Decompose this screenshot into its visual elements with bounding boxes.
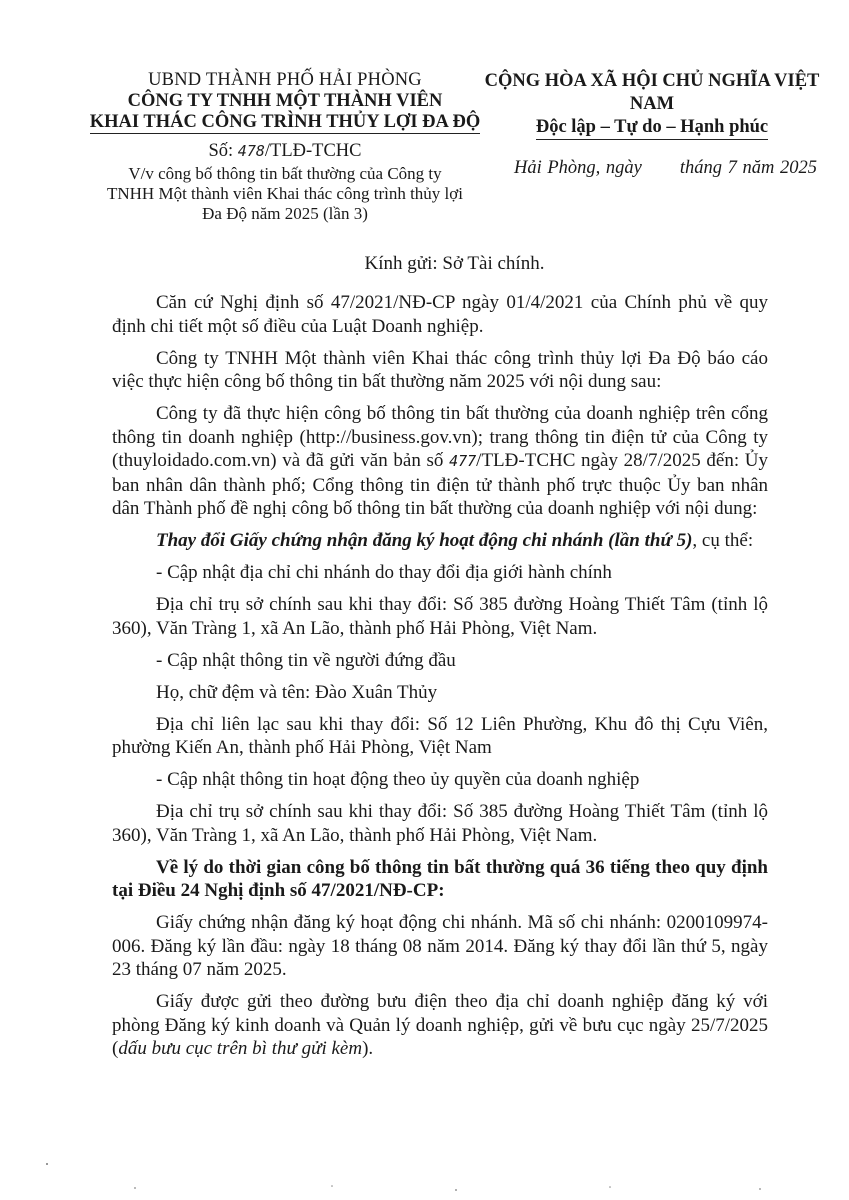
document-subject xyxy=(60,164,510,224)
subject-line-3: Đa Độ năm 2025 (lần 3) xyxy=(202,204,368,223)
issuer-company-name: KHAI THÁC CÔNG TRÌNH THỦY LỢI ĐA ĐỘ xyxy=(89,112,481,132)
paragraph-head-office-address-1: Địa chỉ trụ sở chính sau khi thay đổi: Số 385 đường Hoàng Thiết Tâm (tỉnh lộ 360), Văn Tràng 1, xã An Lão, thành phố Hải Phòng, Việt Nam. xyxy=(112,594,768,639)
paragraph-postal-delivery xyxy=(112,990,768,1061)
issuer-block xyxy=(60,70,510,224)
paragraph-change-title xyxy=(112,529,768,553)
doc-no-suffix: /TLĐ-TCHC xyxy=(264,141,362,161)
paragraph-head-office-address-2: Địa chỉ trụ sở chính sau khi thay đổi: Số 385 đường Hoàng Thiết Tâm (tỉnh lộ 360), Văn Tràng 1, xã An Lão, thành phố Hải Phòng, Việt Nam. xyxy=(112,801,768,846)
paragraph-certificate-details: Giấy chứng nhận đăng ký hoạt động chi nhánh. Mã số chi nhánh: 0200109974-006. Đăng ký lần đầu: ngày 18 tháng 08 năm 2014. Đăng ký thay đổi lần thứ 5, ngày 23 tháng 07 năm 2025. xyxy=(112,912,768,980)
date-month-year: tháng 7 năm 2025 xyxy=(679,158,818,178)
national-motto xyxy=(462,116,842,139)
date-line xyxy=(462,157,842,180)
change-title-tail: , cụ thể: xyxy=(692,530,754,551)
national-motto-text: Độc lập – Tự do – Hạnh phúc xyxy=(536,117,768,140)
issuer-company-line2 xyxy=(60,112,510,133)
paragraph-update-head: - Cập nhật thông tin về người đứng đầu xyxy=(156,649,456,671)
handwritten-doc-number: 477 xyxy=(449,452,477,470)
paragraph-disclosure-done xyxy=(112,402,768,521)
scan-specks xyxy=(0,1150,849,1200)
document-number xyxy=(60,141,510,162)
p14-italic: dấu bưu cục trên bì thư gửi kèm xyxy=(118,1038,363,1059)
subject-line-1: V/v công bố thông tin bất thường của Công ty xyxy=(128,164,442,183)
paragraph-update-address: - Cập nhật địa chỉ chi nhánh do thay đổi địa giới hành chính xyxy=(156,562,612,583)
nation-title: CỘNG HÒA XÃ HỘI CHỦ NGHĨA VIỆT NAM xyxy=(484,71,820,114)
paragraph-update-authorization: - Cập nhật thông tin hoạt động theo ủy quyền của doanh nghiệp xyxy=(156,769,640,790)
document-body xyxy=(112,291,768,1069)
paragraph-report-intro: Công ty TNHH Một thành viên Khai thác công trình thủy lợi Đa Độ báo cáo việc thực hiện công bố thông tin bất thường năm 2025 với nội dung sau: xyxy=(112,347,768,392)
recipient-line: Kính gửi: Sở Tài chính. xyxy=(364,253,545,274)
p14-text-a: Giấy được gửi theo đường bưu điện theo địa chỉ doanh nghiệp đăng ký với phòng Đăng ký kinh doanh và Quản lý doanh nghiệp, gửi về bưu cục ngày 25/7/2025 ( xyxy=(112,991,768,1059)
paragraph-contact-address: Địa chỉ liên lạc sau khi thay đổi: Số 12 Liên Phường, Khu đô thị Cựu Viên, phường Kiến An, thành phố Hải Phòng, Việt Nam xyxy=(112,713,768,758)
doc-no-handwritten: 478 xyxy=(237,142,265,160)
p14-text-b: ). xyxy=(362,1038,374,1059)
issuer-company-line1: CÔNG TY TNHH MỘT THÀNH VIÊN xyxy=(127,91,443,111)
national-header xyxy=(462,70,842,180)
p3-text-b: /TLĐ-TCHC ngày 28/7/2025 đến: Ủy ban nhân dân thành phố; Cổng thông tin điện tử thành phố trực thuộc Ủy ban nhân dân Thành phố đề nghị công bố thông tin bất thường của doanh nghiệp với nội dung: xyxy=(112,450,769,519)
change-title-bold-italic: Thay đổi Giấy chứng nhận đăng ký hoạt động chi nhánh (lần thứ 5) xyxy=(156,530,693,551)
paragraph-head-name: Họ, chữ đệm và tên: Đào Xuân Thủy xyxy=(156,681,438,703)
doc-no-prefix: Số: xyxy=(208,141,234,161)
paragraph-delay-reason-heading: Về lý do thời gian công bố thông tin bất thường quá 36 tiếng theo quy định tại Điều 24 Nghị định số 47/2021/NĐ-CP: xyxy=(112,856,768,901)
p3-text-a: Công ty đã thực hiện công bố thông tin bất thường của doanh nghiệp trên cổng thông tin doanh nghiệp (http://business.gov.vn); trang thông tin điện tử của Công ty (thuyloidado.com.vn) và đã gửi văn bản số xyxy=(112,403,768,471)
paragraph-legal-basis: Căn cứ Nghị định số 47/2021/NĐ-CP ngày 01/4/2021 của Chính phủ về quy định chi tiết một số điều của Luật Doanh nghiệp. xyxy=(112,292,768,337)
subject-line-2: TNHH Một thành viên Khai thác công trình thủy lợi xyxy=(106,184,463,203)
date-place: Hải Phòng, ngày xyxy=(514,158,642,178)
issuer-parent-org: UBND THÀNH PHỐ HẢI PHÒNG xyxy=(148,70,422,90)
